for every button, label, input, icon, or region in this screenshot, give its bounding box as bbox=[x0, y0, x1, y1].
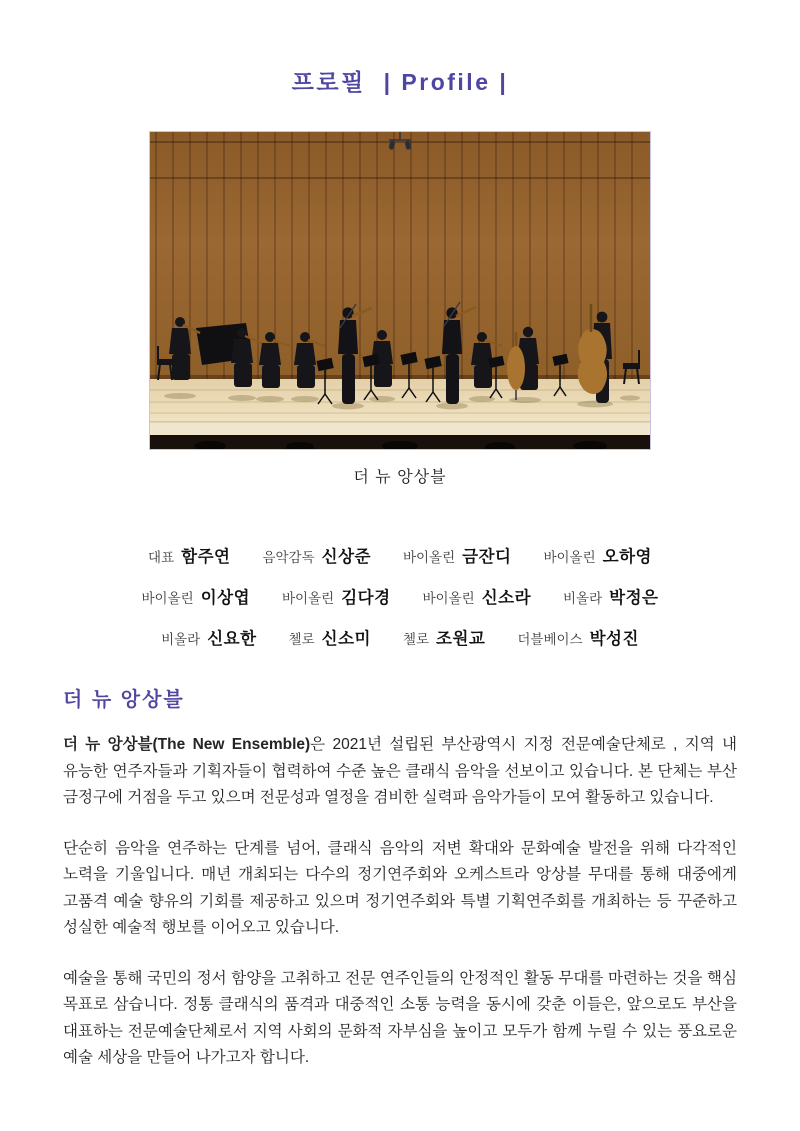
cello-shape bbox=[507, 346, 525, 390]
member-item bbox=[142, 584, 251, 608]
stage-floor bbox=[150, 379, 650, 422]
member-role: 바이올린 bbox=[543, 550, 596, 565]
stage-apron bbox=[150, 423, 650, 435]
member-name: 신소미 bbox=[321, 630, 371, 648]
member-role: 바이올린 bbox=[282, 591, 335, 606]
ensemble-name-lead: 더 뉴 앙상블(The New Ensemble) bbox=[63, 736, 311, 753]
member-role: 더블베이스 bbox=[517, 632, 583, 647]
member-name: 김다경 bbox=[341, 589, 391, 607]
member-name: 함주연 bbox=[181, 548, 231, 566]
member-name: 신상준 bbox=[321, 548, 371, 566]
about-paragraph-2 bbox=[63, 836, 737, 942]
member-item bbox=[543, 543, 652, 567]
ensemble-photo-illustration bbox=[150, 132, 650, 449]
member-role: 비올라 bbox=[563, 591, 603, 606]
member-name: 신소라 bbox=[481, 589, 532, 607]
member-item bbox=[563, 584, 658, 608]
member-item bbox=[423, 584, 532, 608]
member-item bbox=[148, 543, 230, 567]
member-item bbox=[403, 543, 512, 567]
member-row bbox=[63, 584, 737, 608]
member-role: 첼로 bbox=[402, 632, 430, 647]
about-paragraph-3 bbox=[63, 966, 737, 1072]
member-row bbox=[63, 543, 737, 567]
member-list bbox=[63, 543, 737, 649]
about-section bbox=[63, 683, 737, 1072]
member-role: 바이올린 bbox=[141, 591, 194, 606]
photo-caption: 더 뉴 앙상블 bbox=[353, 469, 447, 486]
member-item bbox=[262, 543, 371, 567]
member-role: 첼로 bbox=[288, 632, 315, 647]
member-row bbox=[63, 625, 737, 649]
member-name: 오하영 bbox=[602, 548, 652, 566]
member-item bbox=[161, 625, 256, 649]
member-role: 비올라 bbox=[161, 632, 201, 647]
paragraph-text: 예술을 통해 국민의 정서 함양을 고취하고 전문 연주인들의 안정적인 활동 무대를 마련하는 것을 핵심 목표로 삼습니다. 정통 클래식의 품격과 대중적인 소통 능력을 동시에 갖춘 이들은, 앞으로도 부산을 대표하는 전문예술단체로서 지역 사회의 문화적 자부심을 높이고 모두가 함께 누릴 수 있는 풍요로운 예술 세상을 만들어 나가고자 합니다. bbox=[63, 969, 737, 1066]
member-name: 금잔디 bbox=[462, 548, 512, 566]
member-role: 바이올린 bbox=[422, 591, 475, 606]
member-item bbox=[282, 584, 391, 608]
photo-frame bbox=[149, 131, 651, 450]
member-role: 대표 bbox=[148, 550, 175, 565]
member-item bbox=[517, 625, 639, 649]
member-name: 이상엽 bbox=[200, 589, 251, 607]
member-item bbox=[289, 625, 371, 649]
member-role: 음악감독 bbox=[262, 550, 315, 565]
paragraph-text: 은 2021년 설립된 부산광역시 지정 전문예술단체로 , 지역 내 유능한 연주자들과 기획자들이 협력하여 수준 높은 클래식 음악을 선보이고 있습니다. 본 단체는 부산 금정구에 거점을 두고 있으며 전문성과 열정을 겸비한 실력파 음악가들이 모여 활동하고 있습니다. bbox=[63, 736, 737, 806]
member-role: 바이올린 bbox=[402, 550, 456, 565]
member-name: 박성진 bbox=[589, 630, 639, 648]
paragraph-text: 단순히 음악을 연주하는 단계를 넘어, 클래식 음악의 저변 확대와 문화예술 발전을 위해 다각적인 노력을 기울입니다. 매년 개최되는 다수의 정기연주회와 오케스트라 앙상블 무대를 통해 대중에게 고품격 예술 향유의 기회를 제공하고 있으며 정기연주회와 특별 기획연주회를 개최하는 등 꾸준하고 성실한 예술적 행보를 이어오고 있습니다. bbox=[63, 839, 737, 936]
member-name: 조원교 bbox=[436, 630, 486, 648]
page-title: 프로필 | Profile | bbox=[291, 69, 509, 95]
member-name: 신요한 bbox=[207, 630, 257, 648]
double-bass-shape bbox=[578, 329, 607, 394]
section-heading: 더 뉴 앙상블 bbox=[63, 689, 185, 711]
member-name: 박정은 bbox=[609, 589, 659, 607]
about-paragraph-1 bbox=[63, 732, 737, 812]
ensemble-photo bbox=[63, 131, 737, 450]
member-item bbox=[403, 625, 485, 649]
